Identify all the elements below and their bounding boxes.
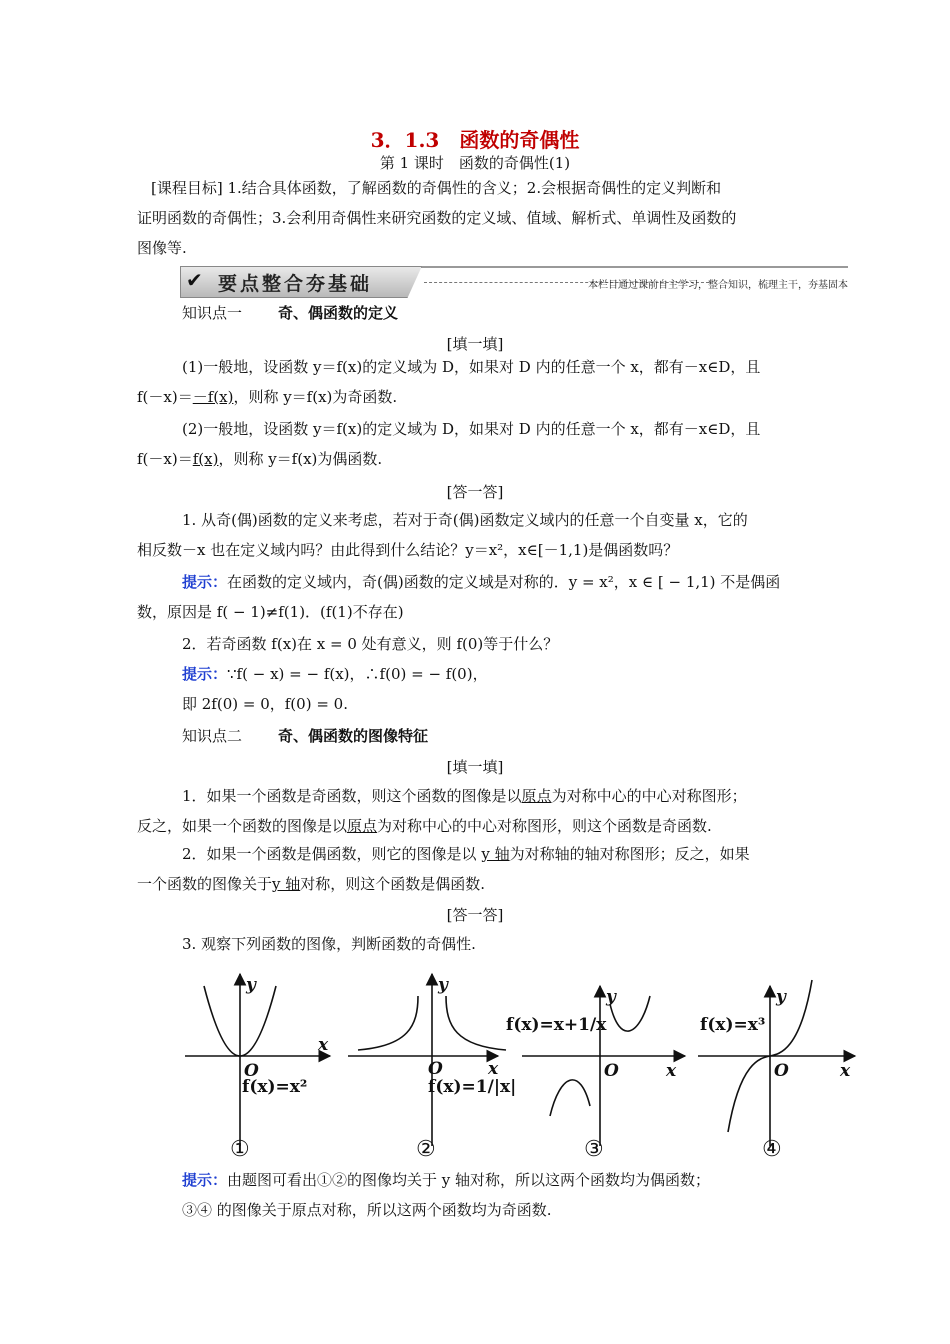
- graph-2: [348, 974, 506, 1146]
- kp1-p2-line2: f(－x)＝f(x)，则称 y＝f(x)为偶函数.: [137, 450, 383, 468]
- kp2-p2-line1: 2．如果一个函数是偶函数，则它的图像是以 y 轴为对称轴的轴对称图形；反之，如果: [182, 845, 750, 863]
- kp2-p1-line2: 反之，如果一个函数的图像是以原点为对称中心的中心对称图形，则这个函数是奇函数.: [137, 817, 712, 835]
- kp1-q2: 2．若奇函数 f(x)在 x = 0 处有意义，则 f(0)等于什么？: [182, 635, 559, 653]
- kp1-heading: 知识点一 奇、偶函数的定义: [182, 304, 399, 322]
- answer-even: f(x): [192, 450, 219, 468]
- hint-label: 提示：: [182, 573, 228, 591]
- kp1-hint1-line1: 提示：在函数的定义域内，奇(偶)函数的定义域是对称的．y = x²，x ∈ [ − 1,1) 不是偶函: [182, 573, 781, 591]
- kp2-q3: 3. 观察下列函数的图像，判断函数的奇偶性.: [182, 935, 476, 953]
- graph1-formula: f(x)=x²: [242, 1077, 308, 1097]
- graph4-y-label: y: [776, 987, 786, 1007]
- function-graphs-figure: [180, 966, 860, 1166]
- graph2-x-label: x: [488, 1059, 499, 1079]
- graph1-x-label: x: [318, 1035, 329, 1055]
- graph4-number: ④: [762, 1137, 782, 1162]
- graph3-origin: O: [604, 1061, 619, 1081]
- page-title: 3．1.3 函数的奇偶性: [370, 128, 580, 152]
- graph1-number: ①: [230, 1137, 250, 1162]
- kp1-q1-line1: 1. 从奇(偶)函数的定义来考虑，若对于奇(偶)函数定义域内的任意一个自变量 x，它的: [182, 511, 748, 529]
- graph2-number: ②: [416, 1137, 436, 1162]
- kp2-p2-line2: 一个函数的图像关于y 轴对称，则这个函数是偶函数.: [137, 875, 486, 893]
- banner-rule: [420, 266, 848, 268]
- graph4-x-label: x: [840, 1061, 851, 1081]
- objectives-line-3: 图像等.: [137, 239, 187, 257]
- x-plus-reciprocal-left-branch: [550, 1080, 590, 1116]
- graph3-x-label: x: [666, 1061, 677, 1081]
- kp2-p1-line1: 1．如果一个函数是奇函数，则这个函数的图像是以原点为对称中心的中心对称图形；: [182, 787, 747, 805]
- kp1-hint1-line2: 数，原因是 f( − 1)≠f(1)．(f(1)不存在): [137, 603, 404, 621]
- objectives-line-2: 证明函数的奇偶性；3.会利用奇偶性来研究函数的定义域、值域、解析式、单调性及函数的: [137, 209, 737, 227]
- graph2-formula: f(x)=1/|x|: [428, 1077, 517, 1097]
- graph4-origin: O: [774, 1061, 789, 1081]
- graph2-origin: O: [428, 1059, 443, 1079]
- kp2-fill-heading: [填一填]: [446, 758, 504, 776]
- graph2-y-label: y: [438, 975, 448, 995]
- kp2-answer-heading: [答一答]: [446, 906, 504, 924]
- banner-label: 要点整合夯基础: [218, 273, 373, 295]
- graph4-formula: f(x)=x³: [700, 1015, 766, 1035]
- banner-note: 本栏目通过课前自主学习，整合知识，梳理主干，夯基固本: [588, 280, 848, 291]
- page-subtitle: 第 1 课时 函数的奇偶性(1): [379, 154, 571, 172]
- kp1-fill-heading: [填一填]: [446, 335, 504, 353]
- kp1-answer-heading: [答一答]: [446, 483, 504, 501]
- reciprocal-abs-right-branch: [446, 996, 506, 1050]
- answer-odd: －f(x): [192, 388, 234, 406]
- graph-1: [185, 974, 330, 1146]
- checkmark-icon: ✔: [186, 268, 203, 292]
- kp1-q1-line2: 相反数－x 也在定义域内吗？由此得到什么结论？y＝x²，x∈[－1,1)是偶函数吗？: [137, 541, 679, 559]
- kp2-heading: 知识点二 奇、偶函数的图像特征: [182, 727, 429, 745]
- kp1-hint2-line1: 提示：∵f( − x) = − f(x)，∴f(0) = − f(0)，: [182, 665, 488, 683]
- kp1-p1-line1: (1)一般地，设函数 y＝f(x)的定义域为 D，如果对 D 内的任意一个 x，都有－x∈D，且: [182, 358, 761, 376]
- kp2-hint3-line1: 提示：由题图可看出①②的图像均关于 y 轴对称，所以这两个函数均为偶函数；: [182, 1171, 711, 1189]
- kp2-hint3-line2: ③④ 的图像关于原点对称，所以这两个函数均为奇函数.: [182, 1201, 552, 1219]
- kp1-p1-line2: f(－x)＝－f(x)，则称 y＝f(x)为奇函数.: [137, 388, 398, 406]
- graph3-number: ③: [584, 1137, 604, 1162]
- kp1-p2-line1: (2)一般地，设函数 y＝f(x)的定义域为 D，如果对 D 内的任意一个 x，都有－x∈D，且: [182, 420, 761, 438]
- hint-label: 提示：: [182, 1171, 228, 1189]
- section-banner: [180, 266, 848, 298]
- objectives-line-1: [课程目标] 1.结合具体函数，了解函数的奇偶性的含义；2.会根据奇偶性的定义判断和: [151, 179, 722, 197]
- graph1-y-label: y: [246, 975, 256, 995]
- objectives-label: [课程目标]: [151, 179, 223, 197]
- x-plus-reciprocal-right-branch: [610, 996, 650, 1031]
- graph1-origin: O: [244, 1061, 259, 1081]
- reciprocal-abs-left-branch: [358, 996, 418, 1050]
- hint-label: 提示：: [182, 665, 228, 683]
- graph3-formula: f(x)=x+1/x: [506, 1015, 607, 1035]
- graph3-y-label: y: [606, 987, 616, 1007]
- kp1-hint2-line2: 即 2f(0) = 0，f(0) = 0.: [182, 695, 348, 713]
